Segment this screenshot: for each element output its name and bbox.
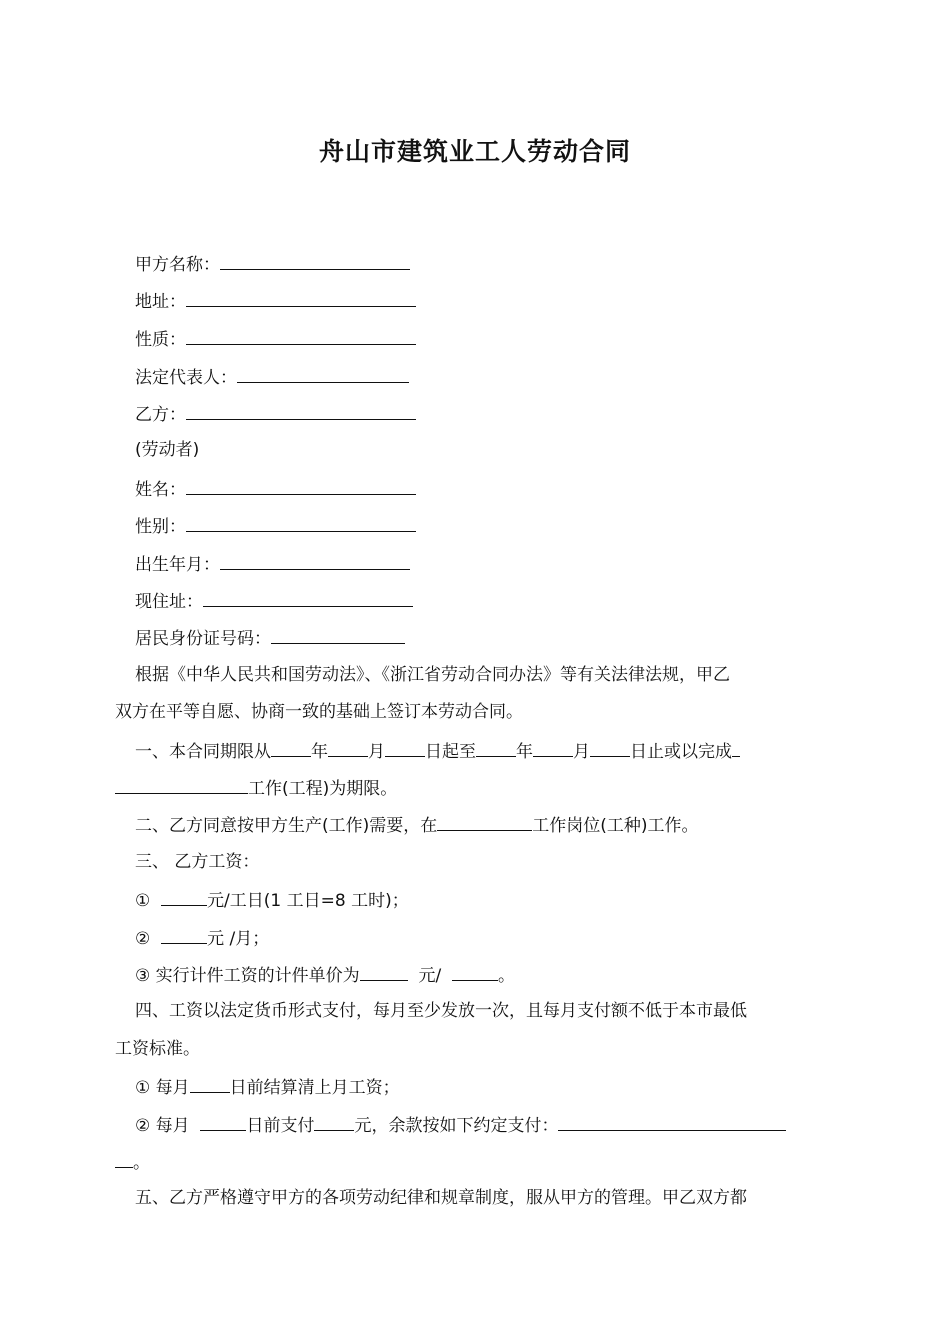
clause-text: 元 /月； bbox=[207, 929, 270, 949]
blank-monthly-wage[interactable] bbox=[161, 926, 207, 944]
blank-pay-amount[interactable] bbox=[314, 1113, 354, 1131]
field-label: 法定代表人： bbox=[135, 368, 237, 388]
clause-text: 。 bbox=[498, 966, 516, 986]
field-birth bbox=[115, 552, 840, 576]
clause-text: ③ 实行计件工资的计件单价为 bbox=[135, 966, 360, 986]
field-label: 性别： bbox=[135, 517, 186, 537]
blank-party-b[interactable] bbox=[186, 402, 416, 420]
clause-4-line-1: 四、工资以法定货币形式支付，每月至少发放一次，且每月支付额不低于本市最低 bbox=[135, 1001, 747, 1021]
clause-text: 二、乙方同意按甲方生产(工作)需要，在 bbox=[135, 816, 438, 836]
field-name bbox=[115, 477, 840, 501]
blank-remaining-terms[interactable] bbox=[558, 1113, 786, 1131]
clause-3-heading: 三、 乙方工资： bbox=[135, 852, 260, 872]
field-laborer-note bbox=[115, 439, 840, 461]
list-marker: ① bbox=[135, 891, 151, 911]
blank-work-project-start[interactable] bbox=[732, 739, 740, 757]
clause-4-item-2 bbox=[115, 1113, 840, 1137]
clause-text: 。 bbox=[133, 1153, 150, 1173]
blank-work-project[interactable] bbox=[115, 776, 248, 794]
field-id-number bbox=[115, 626, 840, 650]
blank-daily-wage[interactable] bbox=[161, 888, 207, 906]
blank-start-day[interactable] bbox=[385, 739, 425, 757]
blank-pay-day[interactable] bbox=[200, 1113, 246, 1131]
blank-start-year[interactable] bbox=[271, 739, 311, 757]
clause-3-item-3 bbox=[115, 963, 840, 987]
blank-remaining-terms-cont[interactable] bbox=[115, 1150, 133, 1168]
clause-3-item-2 bbox=[115, 926, 840, 950]
field-party-b bbox=[115, 402, 840, 426]
clause-4-line-2: 工资标准。 bbox=[115, 1039, 200, 1059]
field-party-a-name bbox=[115, 252, 840, 276]
field-label: 地址： bbox=[135, 292, 186, 312]
clause-text: 工作岗位(工种)工作。 bbox=[532, 816, 699, 836]
clause-text: 一、本合同期限从 bbox=[135, 742, 271, 762]
clause-text: 日前支付 bbox=[246, 1116, 315, 1136]
field-label: 姓名： bbox=[135, 480, 186, 500]
field-label: 出生年月： bbox=[135, 555, 220, 575]
blank-end-month[interactable] bbox=[533, 739, 573, 757]
field-gender bbox=[115, 514, 840, 538]
clause-text: 元，余款按如下约定支付： bbox=[354, 1116, 559, 1136]
clause-1-line-1 bbox=[115, 739, 840, 763]
blank-id-number[interactable] bbox=[271, 626, 405, 644]
field-label: 性质： bbox=[135, 330, 186, 350]
blank-name[interactable] bbox=[186, 477, 416, 495]
blank-job-position[interactable] bbox=[437, 813, 532, 831]
clause-text: 工作(工程)为期限。 bbox=[248, 779, 398, 799]
clause-5-line-1: 五、乙方严格遵守甲方的各项劳动纪律和规章制度，服从甲方的管理。甲乙双方都 bbox=[135, 1188, 747, 1208]
document-title: 舟山市建筑业工人劳动合同 bbox=[318, 137, 631, 166]
blank-end-year[interactable] bbox=[476, 739, 516, 757]
blank-residence[interactable] bbox=[203, 589, 413, 607]
blank-gender[interactable] bbox=[186, 514, 416, 532]
clause-3-item-1 bbox=[115, 888, 840, 912]
clause-4-item-1 bbox=[115, 1075, 840, 1099]
blank-end-day[interactable] bbox=[590, 739, 630, 757]
blank-party-a-name[interactable] bbox=[220, 252, 410, 270]
clause-text: 日止或以完成 bbox=[630, 742, 732, 762]
field-label: 甲方名称： bbox=[135, 255, 220, 275]
field-nature bbox=[115, 327, 840, 351]
field-residence bbox=[115, 589, 840, 613]
blank-legal-rep[interactable] bbox=[237, 365, 409, 383]
blank-piece-unit[interactable] bbox=[452, 963, 498, 981]
preamble-line-2: 双方在平等自愿、协商一致的基础上签订本劳动合同。 bbox=[115, 702, 523, 722]
clause-1-line-2 bbox=[115, 776, 840, 800]
field-label: 现住址： bbox=[135, 592, 203, 612]
preamble-line-1: 根据《中华人民共和国劳动法》、《浙江省劳动合同办法》等有关法律法规，甲乙 bbox=[135, 665, 730, 685]
clause-text: 月 bbox=[573, 742, 590, 762]
clause-text: ② 每月 bbox=[135, 1116, 190, 1136]
clause-text: 年 bbox=[516, 742, 533, 762]
clause-text: 年 bbox=[311, 742, 328, 762]
clause-text: 元/ bbox=[418, 966, 442, 986]
clause-text: 元/工日(1 工日=8 工时)； bbox=[207, 891, 409, 911]
blank-birth[interactable] bbox=[220, 552, 410, 570]
blank-start-month[interactable] bbox=[328, 739, 368, 757]
field-label: 居民身份证号码： bbox=[135, 629, 271, 649]
field-legal-rep bbox=[115, 365, 840, 389]
field-address bbox=[115, 289, 840, 313]
blank-settle-day[interactable] bbox=[190, 1075, 230, 1093]
clause-text: 日起至 bbox=[425, 742, 476, 762]
list-marker: ② bbox=[135, 929, 151, 949]
blank-piece-rate[interactable] bbox=[360, 963, 408, 981]
clause-text: 月 bbox=[368, 742, 385, 762]
field-label: (劳动者) bbox=[135, 440, 200, 460]
clause-text: ① 每月 bbox=[135, 1078, 190, 1098]
field-label: 乙方： bbox=[135, 405, 186, 425]
clause-text: 日前结算清上月工资； bbox=[229, 1078, 400, 1098]
blank-nature[interactable] bbox=[186, 327, 416, 345]
clause-2 bbox=[115, 813, 840, 837]
clause-4-item-2-cont bbox=[115, 1150, 840, 1174]
blank-address[interactable] bbox=[186, 289, 416, 307]
